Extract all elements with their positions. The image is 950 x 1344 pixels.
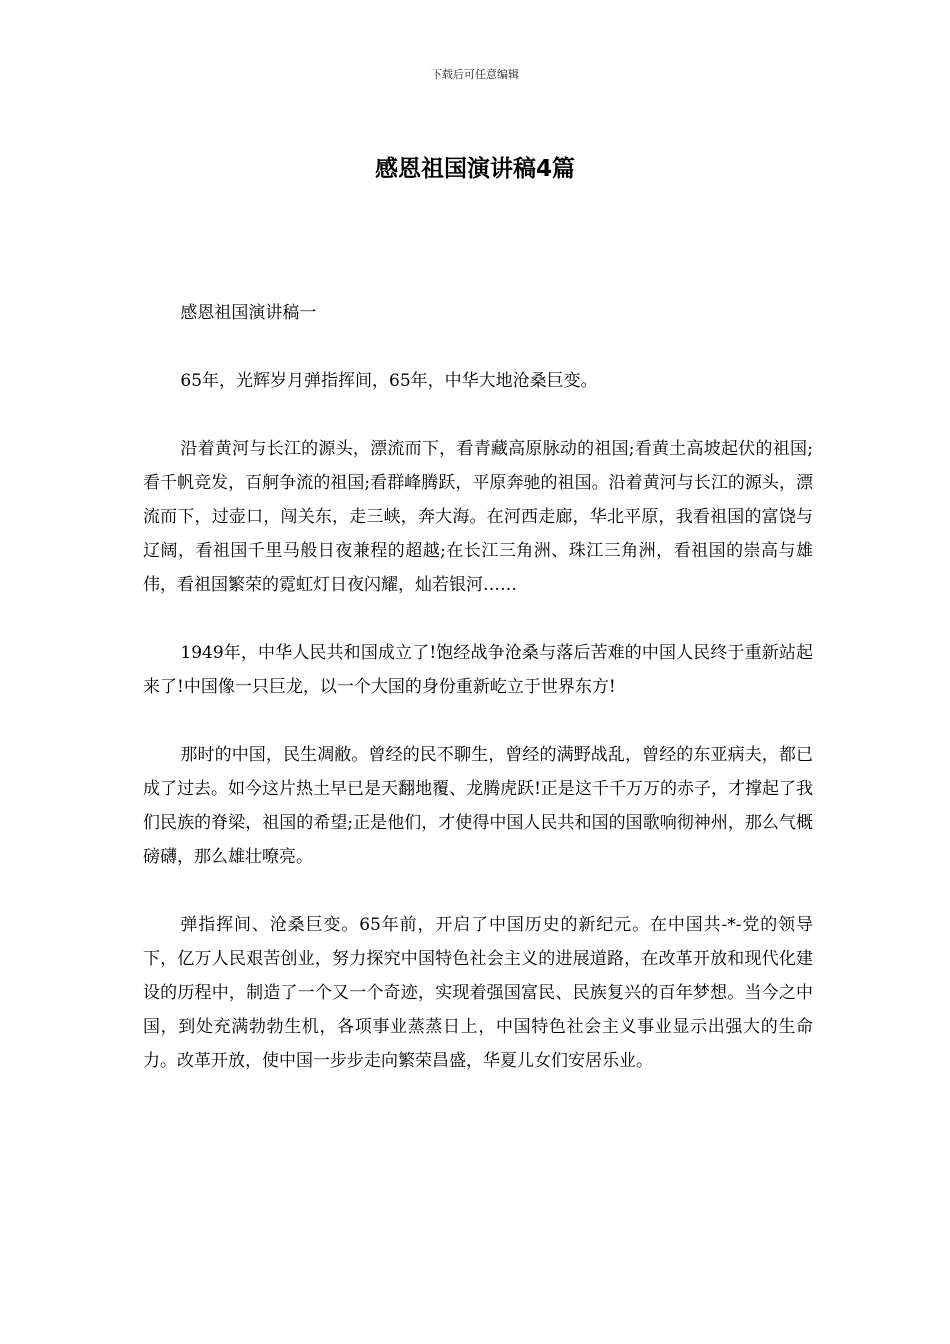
paragraph: 那时的中国，民生凋敝。曾经的民不聊生，曾经的满野战乱，曾经的东亚病夫，都已成了过去。如今这片热土早已是天翻地覆、龙腾虎跃!正是这千千万万的赤子，才撑起了我们民族的脊梁，祖国的希望;正是他们，才使得中国人民共和国的国歌响彻神州，那么气概磅礴，那么雄壮嘹亮。 bbox=[143, 745, 813, 867]
header-note: 下载后可任意编辑 bbox=[431, 68, 519, 81]
section-heading: 感恩祖国演讲稿一 bbox=[180, 303, 317, 323]
paragraph: 1949年，中华人民共和国成立了!饱经战争沧桑与落后苦难的中国人民终于重新站起来了!中国像一只巨龙，以一个大国的身份重新屹立于世界东方! bbox=[143, 643, 813, 697]
paragraph: 弹指挥间、沧桑巨变。65年前，开启了中国历史的新纪元。在中国共-*-党的领导下，亿万人民艰苦创业，努力探究中国特色社会主义的进展道路，在改革开放和现代化建设的历程中，制造了一个又一个奇迹，实现着强国富民、民族复兴的百年梦想。当今之中国，到处充满勃勃生机，各项事业蒸蒸日上，中国特色社会主义事业显示出强大的生命力。改革开放，使中国一步步走向繁荣昌盛，华夏儿女们安居乐业。 bbox=[143, 915, 813, 1071]
paragraph: 65年，光辉岁月弹指挥间，65年，中华大地沧桑巨变。 bbox=[180, 371, 598, 391]
document-body bbox=[143, 296, 813, 1112]
paragraph: 沿着黄河与长江的源头，漂流而下，看青藏高原脉动的祖国;看黄土高坡起伏的祖国;看千帆竞发，百舸争流的祖国;看群峰腾跃，平原奔驰的祖国。沿着黄河与长江的源头，漂流而下，过壶口，闯关东，走三峡，奔大海。在河西走廊，华北平原，我看祖国的富饶与辽阔，看祖国千里马般日夜兼程的超越;在长江三角洲、珠江三角洲，看祖国的崇高与雄伟，看祖国繁荣的霓虹灯日夜闪耀，灿若银河…… bbox=[143, 439, 813, 595]
document-title: 感恩祖国演讲稿4篇 bbox=[374, 156, 575, 182]
